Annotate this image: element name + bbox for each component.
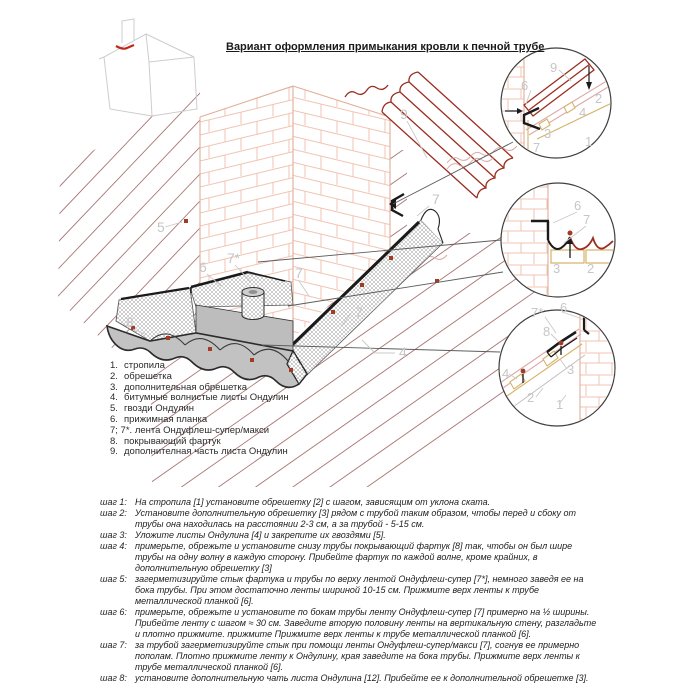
step-label: шаг 1: [100,497,127,507]
legend-item-label: гвозди Ондулин [124,403,195,415]
part-label: 4 [579,105,587,120]
part-label: 7* [227,250,241,266]
step-text: Уложите листы Ондулина [4] и закрепите их гвоздями [5]. [135,530,386,540]
instruction-step [100,574,600,607]
part-label: 1 [585,134,593,149]
part-label: 3 [553,261,561,276]
legend [110,361,289,458]
detail-circle-apron-section [499,300,618,426]
step-text: за трубой загерметизируйте стык при помощи ленты Ондуфлеш-супер/макси [7], согнув ее примерно пополам. Плотно прижмите ленту к Ондулину, края заведите на бока трубы. Прижмите верх ленты к трубе металлической планкой [6]. [135,640,580,672]
part-label: 7 [432,191,440,207]
step-label: шаг 7: [100,640,127,650]
part-label: 7 [583,212,591,227]
legend-item-label: покрывающий фартук [124,435,221,447]
legend-item-label: стропила [124,360,165,371]
legend-item-number: 4. [110,392,118,404]
legend-item [110,447,289,458]
step-label: шаг 4: [100,541,127,551]
part-label: 2 [595,91,603,106]
detail-circle-ridge-junction [498,46,614,160]
step-text: примерьте, обрежьте и установите по бокам трубы ленту Ондуфлеш-супер [7] примерно на ½ ширины. Прибейте ленту с шагом ≈ 30 см. Заведите вторую половину ленты на вертикальную стену, разгладьте и плотно прижмите. прижмите Прижмите верх ленты к трубе металлической планкой [6]. [135,607,597,639]
tape-roll [242,288,264,320]
step-text: примерьте, обрежьте и установите снизу трубы покрывающий фартук [8] так, чтобы он был шире трубы на одну волну в каждую сторону. Прибейте фартук по каждой волне, кроме крайних, в дополнительную обрешетку [3] [135,541,573,573]
part-label: 6 [574,198,582,213]
part-label: 3 [544,126,552,141]
legend-item-label: лента Ондуфлеш-супер/макси [134,424,270,436]
detail-circle-top-flashing [500,183,615,297]
part-label: 5 [157,219,165,235]
instruction-step [100,640,600,673]
legend-item-label: прижимная планка [124,413,208,425]
part-label: 7 [355,304,363,320]
step-label: шаг 6: [100,607,127,617]
part-label: 7 [295,265,303,281]
step-label: шаг 2: [100,508,127,518]
part-label: 2 [587,261,595,276]
legend-item-number: 1. [110,360,118,371]
part-label: 7 [533,140,541,155]
part-label: 9 [400,106,408,122]
step-text: загерметизируйте стык фартука и трубы по верху лентой Ондуфлеш-супер [7*], немного заведя ее на бока трубы. При этом достаточно ленты шириной 10-15 см. Прижмите верх ленты к трубе металлической планкой [6]. [135,574,584,606]
instruction-step [100,541,600,574]
instruction-step [100,508,600,530]
legend-item-label: дополнительная обрешетка [124,381,248,393]
step-label: шаг 8: [100,673,127,683]
step-label: шаг 3: [100,530,127,540]
legend-item-number: 5. [110,403,118,415]
legend-item-label: обрешетка [124,370,172,382]
instruction-step [100,607,600,640]
part-label: 6 [521,78,529,93]
part-label: 4 [502,366,510,381]
instructions [100,497,600,684]
part-label: 2 [527,390,535,405]
legend-item-number: 9. [110,446,118,458]
part-label: 8 [543,324,551,339]
page-title: Вариант оформления примыкания кровли к печной трубе [226,41,545,53]
step-text: установите дополнительную чать листа Ондулина [12]. Прибейте ее к дополнительной обрешетке [3]. [135,673,589,683]
step-text: Установите дополнительную обрешетку [3] рядом с трубой таким образом, чтобы перед и сбоку от трубы она находилась на расстоянии 2-3 см, а за трубой - 5-15 см. [135,508,576,529]
part-label: 4 [399,344,407,360]
instruction-step [100,530,600,541]
legend-item-number: 6. [110,413,118,425]
part-label: 1 [556,397,564,412]
part-label: 8 [126,314,134,330]
step-label: шаг 5: [100,574,127,584]
legend-item-label: битумные волнистые листы Ондулин [124,392,289,404]
house-with-chimney-icon [99,19,197,116]
instruction-step [100,497,600,508]
part-label: 3 [567,362,575,377]
part-label: 6 [199,259,207,275]
legend-item-number: 7; 7*. [110,424,133,436]
part-label: 9 [550,60,558,75]
part-label: 7* [531,305,544,320]
instruction-step [100,673,600,684]
part-label: 6 [560,300,568,315]
legend-item-label: дополнителная часть листа Ондулин [124,446,288,458]
legend-item-number: 8. [110,435,118,447]
legend-item-number: 3. [110,381,118,393]
step-text: На стропила [1] установите обрешетку [2] с шагом, зависящим от уклона ската. [135,497,491,507]
legend-item-number: 2. [110,370,118,382]
